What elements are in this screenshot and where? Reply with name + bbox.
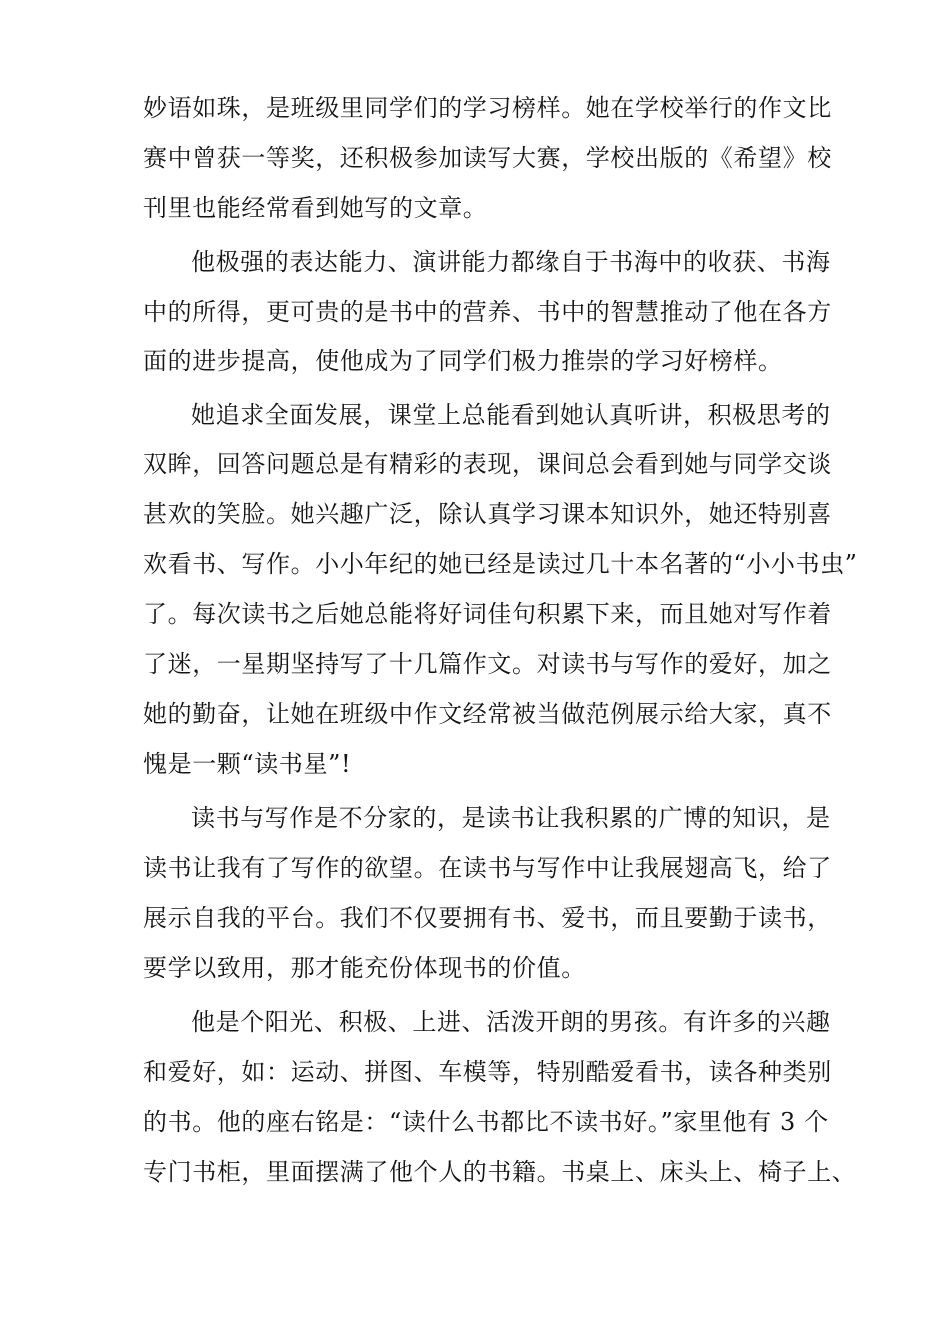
paragraph-3-line-4: 欢看书、写作。小小年纪的她已经是读过几十本名著的“小小书虫”	[143, 550, 858, 578]
paragraph-3-line-5: 了。每次读书之后她总能将好词佳句积累下来，而且她对写作着	[143, 600, 832, 628]
paragraph-3-line-2: 双眸，回答问题总是有精彩的表现，课间总会看到她与同学交谈	[143, 450, 832, 478]
paragraph-2-line-3: 面的进步提高，使他成为了同学们极力推崇的学习好榜样。	[143, 347, 783, 375]
paragraph-2-line-1: 他极强的表达能力、演讲能力都缘自于书海中的收获、书海	[191, 248, 831, 276]
paragraph-4-line-2: 读书让我有了写作的欲望。在读书与写作中让我展翅高飞，给了	[143, 854, 832, 882]
paragraph-5-line-3: 的书。他的座右铭是：“读什么书都比不读书好。”家里他有 3 个	[143, 1108, 829, 1136]
paragraph-4-line-1: 读书与写作是不分家的，是读书让我积累的广博的知识，是	[191, 804, 831, 832]
paragraph-5-line-1: 他是个阳光、积极、上进、活泼开朗的男孩。有许多的兴趣	[191, 1008, 831, 1036]
paragraph-3-line-3: 甚欢的笑脸。她兴趣广泛，除认真学习课本知识外，她还特别喜	[143, 500, 832, 528]
paragraph-5-line-4: 专门书柜，里面摆满了他个人的书籍。书桌上、床头上、椅子上、	[143, 1158, 857, 1186]
paragraph-3-line-6: 了迷，一星期坚持写了十几篇作文。对读书与写作的爱好，加之	[143, 650, 832, 678]
paragraph-3-line-7: 她的勤奋，让她在班级中作文经常被当做范例展示给大家，真不	[143, 700, 832, 728]
paragraph-1-line-3: 刊里也能经常看到她写的文章。	[143, 194, 488, 222]
paragraph-5-line-2: 和爱好，如：运动、拼图、车模等，特别酷爱看书，读各种类别	[143, 1058, 832, 1086]
paragraph-4-line-3: 展示自我的平台。我们不仅要拥有书、爱书，而且要勤于读书，	[143, 904, 832, 932]
paragraph-1-line-1: 妙语如珠，是班级里同学们的学习榜样。她在学校举行的作文比	[143, 94, 832, 122]
paragraph-2-line-2: 中的所得，更可贵的是书中的营养、书中的智慧推动了他在各方	[143, 298, 832, 326]
paragraph-3-line-1: 她追求全面发展，课堂上总能看到她认真听讲，积极思考的	[191, 401, 831, 429]
paragraph-3-line-8: 愧是一颗“读书星”!	[143, 750, 352, 778]
paragraph-4-line-4: 要学以致用，那才能充份体现书的价值。	[143, 954, 586, 982]
paragraph-1-line-2: 赛中曾获一等奖，还积极参加读写大赛，学校出版的《希望》校	[143, 144, 832, 172]
